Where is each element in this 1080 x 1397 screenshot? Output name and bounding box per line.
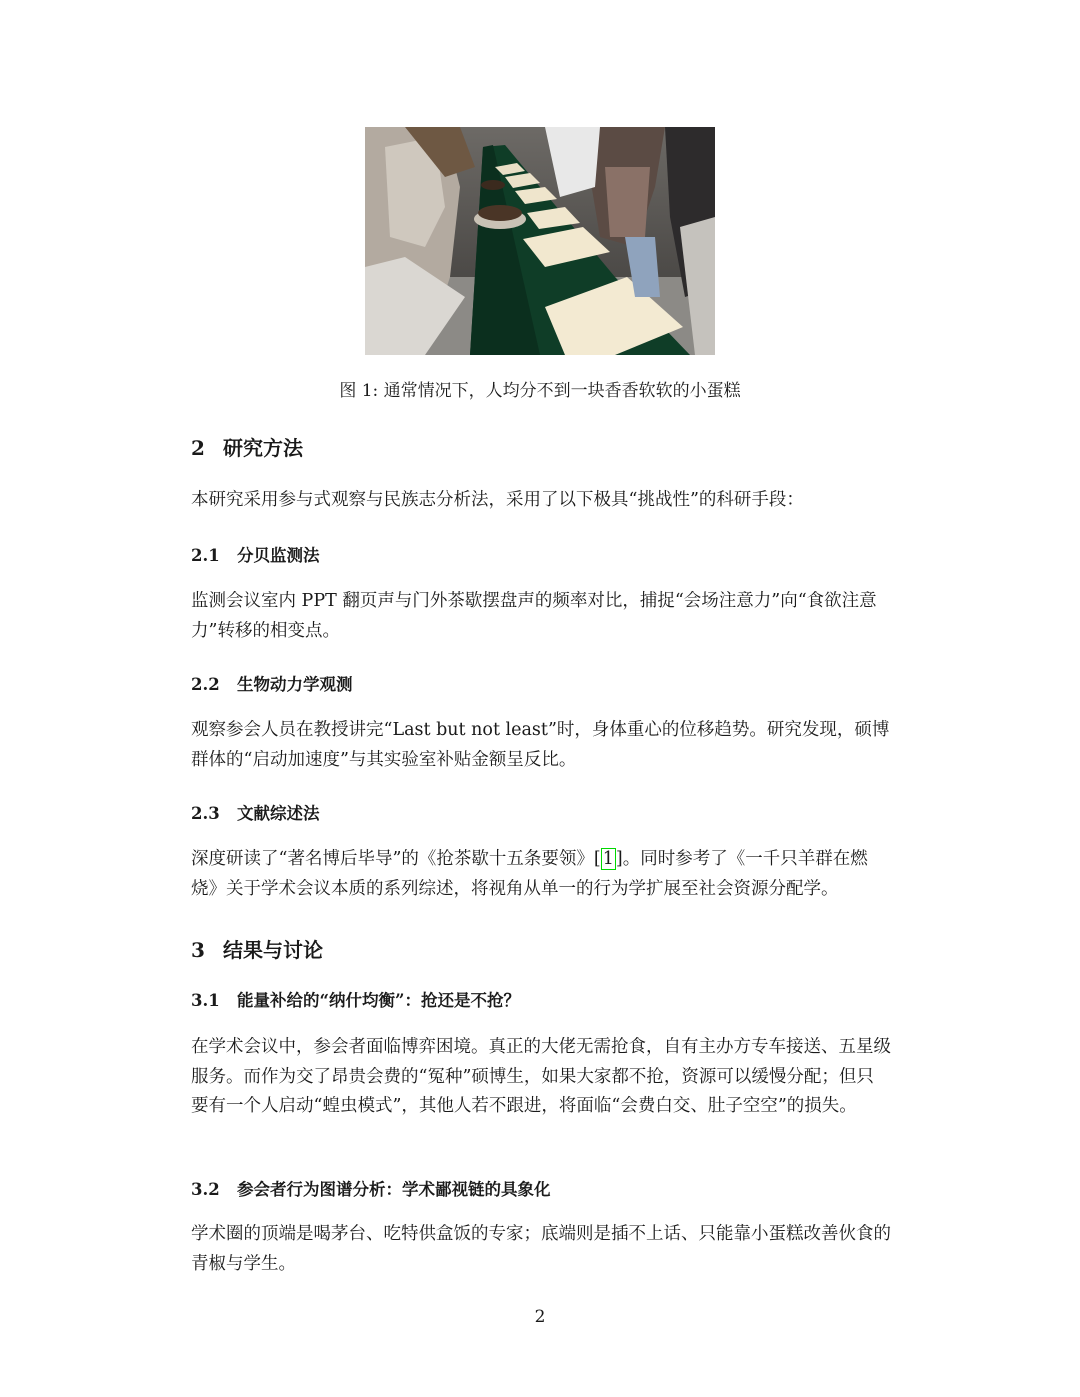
subsection-2-2-text — [191, 716, 891, 775]
citation-link[interactable]: 1 — [602, 849, 614, 869]
subsection-number: 3.1 — [191, 991, 220, 1010]
subsection-3-2-text — [191, 1220, 891, 1279]
section-number: 3 — [191, 938, 205, 962]
section-heading-2 — [191, 433, 303, 463]
paragraph-text: 学术圈的顶端是喝茅台、吃特供盒饭的专家；底端则是插不上话、只能靠小蛋糕改善伙食的青椒与学生。 — [191, 1224, 891, 1274]
paragraph-text: 本研究采用参与式观察与民族志分析法，采用了以下极具“挑战性”的科研手段： — [191, 490, 804, 510]
paragraph-text: 观察参会人员在教授讲完“Last but not least”时，身体重心的位移趋势。研究发现，硕博群体的“启动加速度”与其实验室补贴金额呈反比。 — [191, 720, 890, 770]
subsection-heading-2-2 — [191, 672, 353, 698]
tea-break-photo — [365, 127, 715, 355]
paragraph-text — [191, 845, 891, 904]
subsection-heading-3-1 — [191, 988, 520, 1014]
section-title: 结果与讨论 — [223, 938, 323, 962]
subsection-2-3-text — [191, 845, 891, 904]
subsection-2-1-text — [191, 587, 891, 646]
paragraph-text: 在学术会议中，参会者面临博弈困境。真正的大佬无需抢食，自有主办方专车接送、五星级服务。而作为交了昂贵会费的“冤种”硕博生，如果大家都不抢，资源可以缓慢分配；但只要有一个人启动“蝗虫模式”，其他人若不跟进，将面临“会费白交、肚子空空”的损失。 — [191, 1037, 891, 1116]
section-title: 研究方法 — [223, 436, 303, 460]
page-number: 2 — [534, 1307, 546, 1327]
subsection-number: 2.3 — [191, 804, 220, 823]
figure-photo — [365, 127, 715, 355]
subsection-number: 2.1 — [191, 546, 220, 565]
subsection-number: 3.2 — [191, 1180, 220, 1199]
subsection-title: 能量补给的“纳什均衡”：抢还是不抢？ — [237, 991, 520, 1010]
subsection-title: 文献综述法 — [237, 804, 320, 823]
section-heading-3 — [191, 935, 323, 965]
subsection-heading-2-3 — [191, 801, 320, 827]
subsection-heading-2-1 — [191, 543, 320, 569]
section-number: 2 — [191, 436, 205, 460]
text-before-citation: 深度研读了“著名博后毕导”的《抢茶歇十五条要领》[ — [191, 849, 601, 869]
section-2-intro — [191, 486, 891, 516]
subsection-title: 分贝监测法 — [237, 546, 320, 565]
subsection-3-1-text — [191, 1033, 891, 1122]
paragraph-text: 监测会议室内 PPT 翻页声与门外茶歇摆盘声的频率对比，捕捉“会场注意力”向“食欲注意力”转移的相变点。 — [191, 591, 877, 641]
figure-caption: 图 1: 通常情况下，人均分不到一块香香软软的小蛋糕 — [339, 381, 741, 401]
subsection-heading-3-2 — [191, 1177, 551, 1203]
text-after-citation: ]。同时参考了《一千只羊群在燃烧》关于学术会议本质的系列综述，将视角从单一的行为学扩展至社会资源分配学。 — [191, 849, 868, 899]
subsection-title: 生物动力学观测 — [237, 675, 353, 694]
subsection-title: 参会者行为图谱分析：学术鄙视链的具象化 — [237, 1180, 551, 1199]
subsection-number: 2.2 — [191, 675, 220, 694]
